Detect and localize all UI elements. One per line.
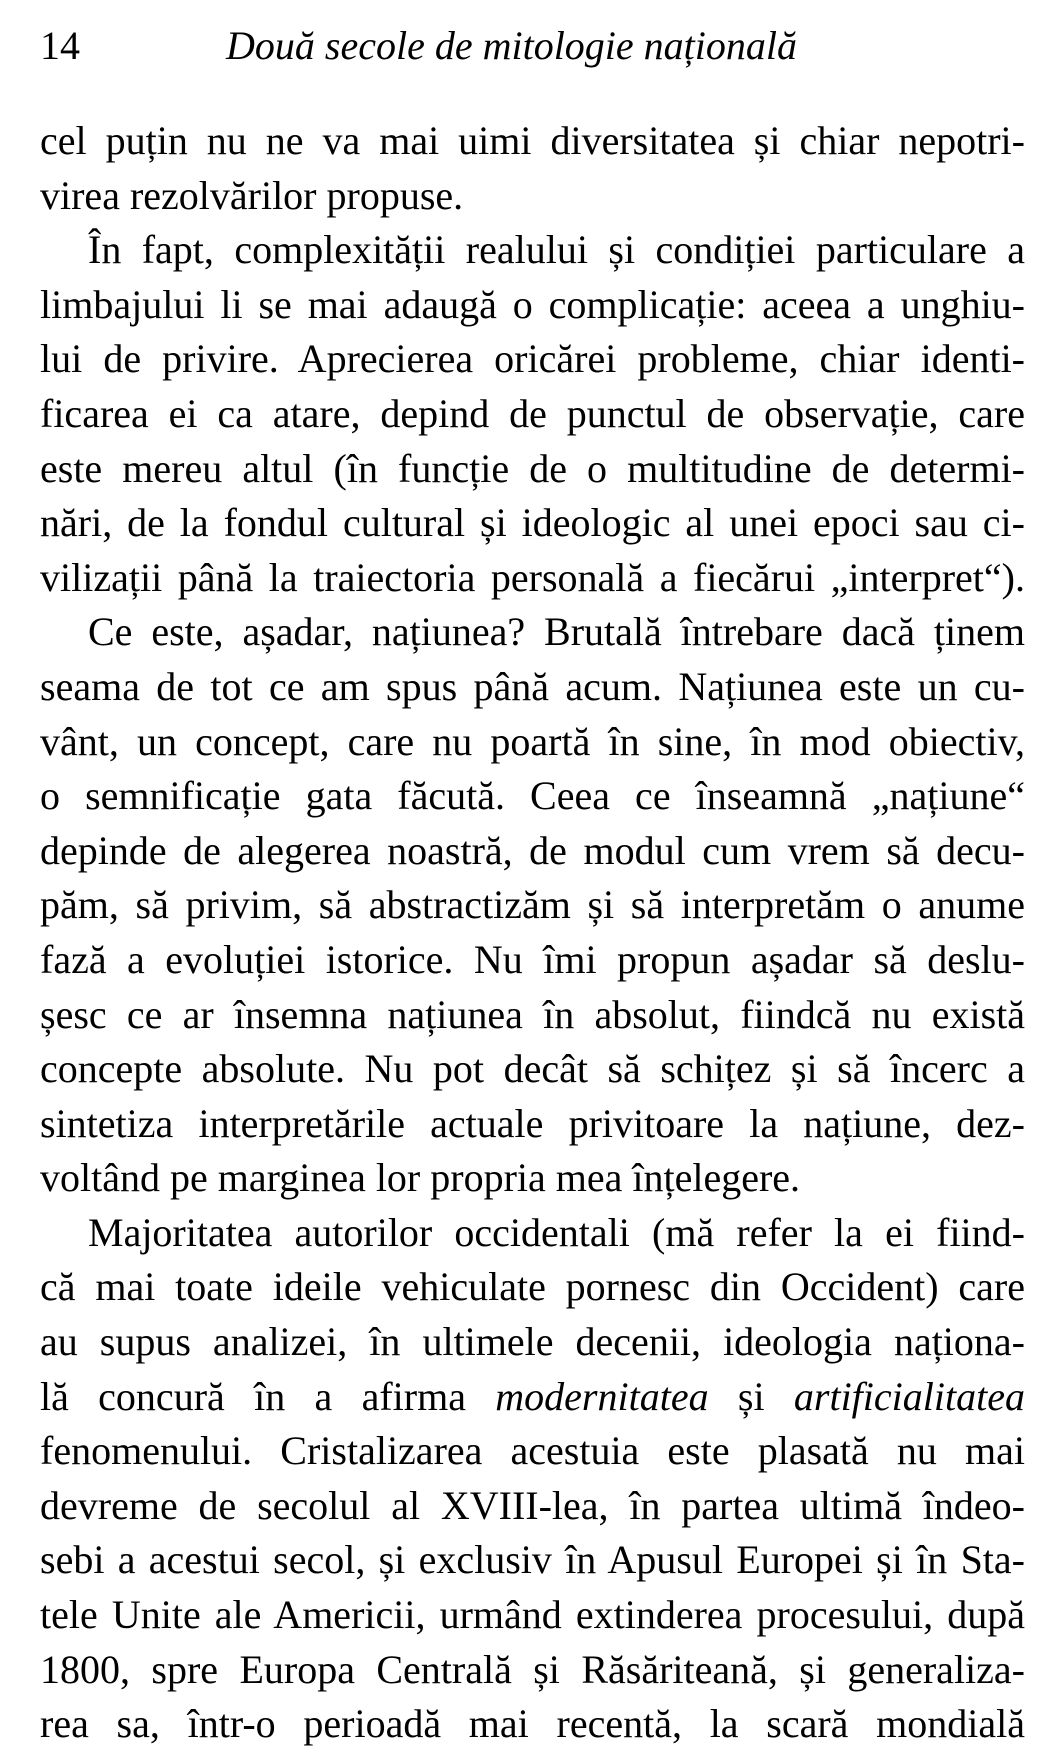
page-header (40, 18, 1025, 74)
text-line: cel puțin nu ne va mai uimi diversitatea și chiar nepotri- (40, 118, 1025, 163)
text-line: ficarea ei ca atare, depind de punctul de observație, care (40, 390, 1025, 436)
emphasis-artificialitatea: artificialitatea (793, 1373, 1025, 1419)
text-line: tele Unite ale Americii, urmând extinderea procesului, după (40, 1592, 1025, 1638)
text-line: au supus analizei, în ultimele decenii, ideologia naționa- (40, 1319, 1025, 1365)
text-line: limbajului li se mai adaugă o complicație: aceea a unghiu- (40, 281, 1025, 327)
text-line: vilizații până la traiectoria personală a fiecărui „interpret“). (40, 554, 1025, 600)
text-line: păm, să privim, să abstractizăm și să interpretăm o anume (40, 882, 1025, 928)
text-line: depinde de alegerea noastră, de modul cum vrem să decu- (40, 827, 1025, 873)
text-line: lui de privire. Aprecierea oricărei probleme, chiar identi- (40, 336, 1025, 382)
text-line: În fapt, complexității realului și condiției particulare a (88, 227, 1025, 273)
text-line: concepte absolute. Nu pot decât să schițez și să încerc a (40, 1046, 1025, 1092)
body-text (40, 114, 1025, 1752)
text-line: virea rezolvărilor propuse. (40, 172, 464, 218)
text-line: este mereu altul (în funcție de o multitudine de determi- (40, 445, 1025, 491)
text-line: devreme de secolul al XVIII-lea, în partea ultimă îndeo- (40, 1482, 1025, 1528)
emphasis-modernitatea: modernitatea (495, 1373, 709, 1419)
text-line: fază a evoluției istorice. Nu îmi propun așadar să deslu- (40, 936, 1025, 982)
page-number: 14 (40, 23, 80, 68)
text-run: și (708, 1373, 794, 1419)
text-line: Ce este, așadar, națiunea? Brutală întrebare dacă ținem (88, 609, 1025, 655)
text-line-with-emphasis (40, 1370, 1025, 1425)
text-line: 1800, spre Europa Centrală și Răsăriteană, și generaliza- (40, 1646, 1025, 1692)
text-line: sebi a acestui secol, și exclusiv în Apusul Europei și în Sta- (40, 1537, 1025, 1583)
book-page (40, 18, 1025, 1752)
text-line: o semnificație gata făcută. Ceea ce înseamnă „națiune“ (40, 773, 1025, 819)
text-line: voltând pe marginea lor propria mea înțelegere. (40, 1155, 801, 1201)
text-line: șesc ce ar însemna națiunea în absolut, fiindcă nu există (40, 991, 1025, 1037)
text-line: Majoritatea autorilor occidentali (mă refer la ei fiind- (88, 1209, 1025, 1255)
running-title: Două secole de mitologie națională (226, 23, 798, 68)
text-line: rea sa, într-o perioadă mai recentă, la scară mondială (40, 1701, 1025, 1747)
text-line: nări, de la fondul cultural și ideologic al unei epoci sau ci- (40, 500, 1025, 546)
text-line: sintetiza interpretările actuale privitoare la națiune, dez- (40, 1100, 1025, 1146)
text-line: vânt, un concept, care nu poartă în sine, în mod obiectiv, (40, 718, 1025, 764)
text-line: seama de tot ce am spus până acum. Națiunea este un cu- (40, 663, 1025, 709)
text-line: că mai toate ideile vehiculate pornesc din Occident) care (40, 1264, 1025, 1310)
text-line: fenomenului. Cristalizarea acestuia este plasată nu mai (40, 1428, 1025, 1474)
text-run: lă concură în a afirma (40, 1373, 496, 1419)
